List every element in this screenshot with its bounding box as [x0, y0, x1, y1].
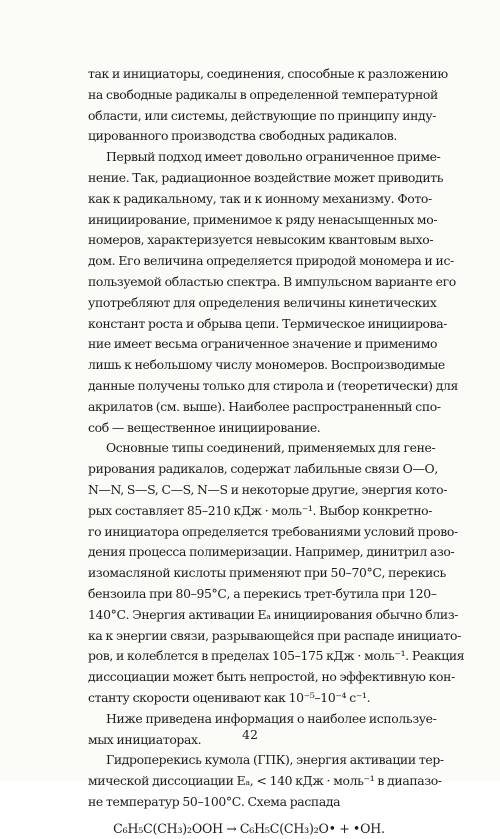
text-line: Гидроперекись кумола (ГПК), энергия активации тер-: [106, 752, 444, 768]
text-line: мической диссоциации Eₐ, < 140 кДж · моль⁻¹ в диапазо-: [88, 773, 442, 789]
text-line: цированного производства свободных радикалов.: [88, 128, 397, 144]
text-line: ров, и колеблется в пределах 105–175 кДж · моль⁻¹. Реакция: [88, 648, 465, 664]
text-line: го инициатора определяется требованиями условий прово-: [88, 523, 458, 539]
text-line: не температур 50–100°С. Схема распада: [88, 793, 341, 809]
paragraph: [88, 438, 465, 708]
text-line: лишь к небольшому числу мономеров. Воспроизводимые: [88, 357, 445, 373]
text-line: акрилатов (см. выше). Наиболее распространенный спо-: [88, 398, 441, 414]
text-line: Ниже приведена информация о наиболее используе-: [106, 710, 437, 726]
text-line: рирования радикалов, содержат лабильные связи О—О,: [88, 461, 438, 477]
text-line: инициирование, применимое к ряду ненасыщенных мо-: [88, 211, 438, 227]
text-line: номеров, характеризуется невысоким квантовым выхо-: [88, 232, 434, 248]
text-line: N—N, S—S, C—S, N—S и некоторые другие, энергия кото-: [88, 481, 448, 497]
text-line: рых составляет 85–210 кДж · моль⁻¹. Выбор конкретно-: [88, 502, 433, 518]
paragraph: [88, 147, 458, 438]
text-line: области, или системы, действующие по принципу инду-: [88, 107, 437, 123]
text-line: на свободные радикалы в определенной температурной: [88, 86, 438, 102]
text-line: нение. Так, радиационное воздействие может приводить: [88, 169, 444, 185]
text-line: бензоила при 80–95°С, а перекись трет-бутила при 120–: [88, 585, 437, 601]
text-line: констант роста и обрыва цепи. Термическое инициирова-: [88, 315, 448, 331]
text-line: Основные типы соединений, применяемых для гене-: [106, 440, 436, 456]
text-line: изомасляной кислоты применяют при 50–70°С, перекись: [88, 565, 446, 581]
text-line: данные получены только для стирола и (теоретически) для: [88, 377, 458, 393]
page-number: 42: [242, 727, 258, 742]
text-line: дом. Его величина определяется природой мономера и ис-: [88, 253, 454, 269]
text-line: станту скорости оценивают как 10⁻⁵–10⁻⁴ с⁻¹.: [88, 689, 371, 705]
text-line: как к радикальному, так и к ионному механизму. Фото-: [88, 190, 432, 206]
text-line: ние имеет весьма ограниченное значение и применимо: [88, 336, 438, 352]
text-line: диссоциации может быть непростой, но эффективную кон-: [88, 669, 455, 685]
text-line: 140°С. Энергия активации Eₐ инициирования обычно близ-: [88, 606, 459, 622]
text-line: так и инициаторы, соединения, способные к разложению: [88, 66, 448, 81]
text-line: Первый подход имеет довольно ограниченное приме-: [106, 149, 441, 165]
text-line: мых инициаторах.: [88, 731, 202, 747]
paragraph: [88, 750, 444, 812]
text-line: дения процесса полимеризации. Например, динитрил азо-: [88, 544, 455, 560]
body-text: [88, 64, 465, 839]
text-line: употребляют для определения величины кинетических: [88, 294, 437, 310]
chemical-formula: C₆H₅C(CH₃)₂OOH → C₆H₅C(CH₃)₂O• + •OH.: [113, 820, 385, 836]
text-line: пользуемой областью спектра. В импульсном варианте его: [88, 273, 456, 289]
text-line: соб — вещественное инициирование.: [88, 419, 321, 435]
paragraph: [88, 64, 448, 147]
text-line: ка к энергии связи, разрывающейся при распаде инициато-: [88, 627, 461, 643]
